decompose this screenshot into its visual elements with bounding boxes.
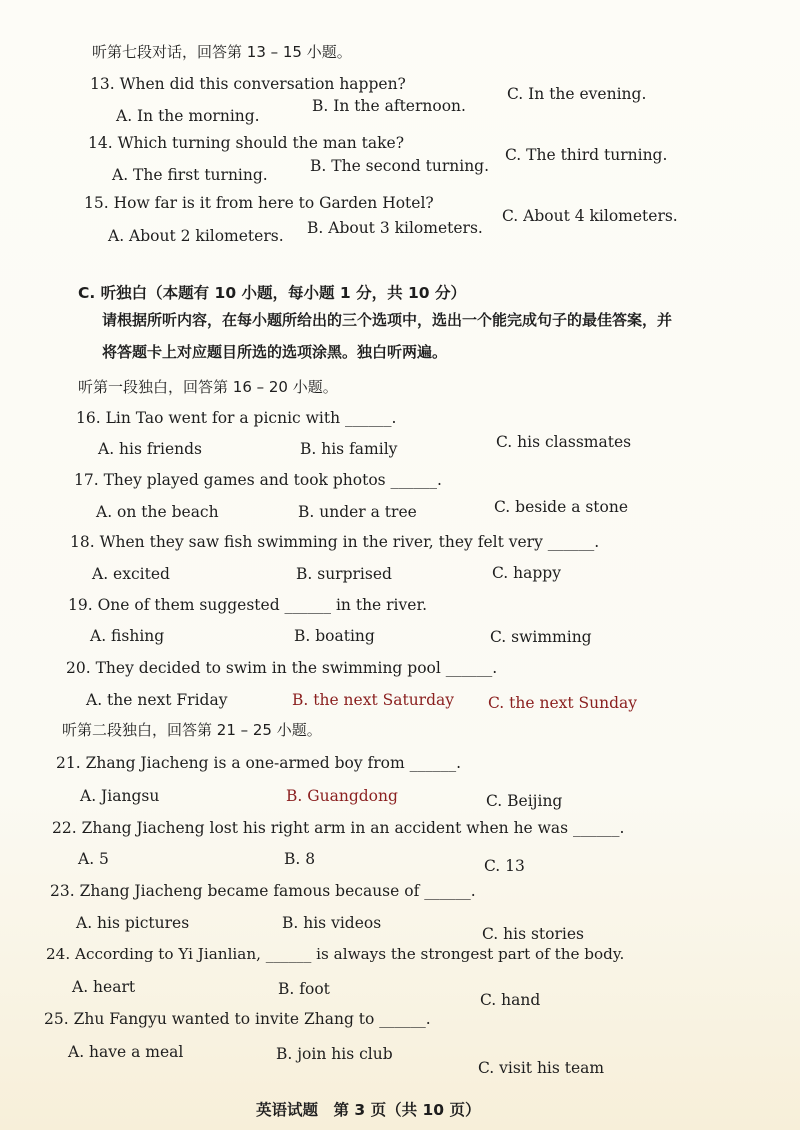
q14-option-c: C. The third turning. xyxy=(505,146,668,164)
q14-option-b: B. The second turning. xyxy=(310,157,490,175)
question-number: 13. xyxy=(90,75,115,93)
question-number: 16. xyxy=(76,409,101,427)
q14-option-a: A. The first turning. xyxy=(112,166,268,184)
question-stem: Zhang Jiacheng is a one-armed boy from ______. xyxy=(85,754,462,772)
question-17 xyxy=(74,470,442,490)
question-number: 14. xyxy=(88,134,113,152)
question-stem: They played games and took photos ______. xyxy=(103,471,442,489)
question-stem: Lin Tao went for a picnic with ______. xyxy=(105,409,397,427)
question-stem: When they saw fish swimming in the river, they felt very ______. xyxy=(99,533,600,551)
q17-option-c: C. beside a stone xyxy=(494,498,629,516)
question-stem: According to Yi Jianlian, ______ is always the strongest part of the body. xyxy=(74,945,625,963)
q15-option-a: A. About 2 kilometers. xyxy=(108,227,284,245)
question-stem: Zhu Fangyu wanted to invite Zhang to ______. xyxy=(73,1010,431,1028)
q25-option-a: A. have a meal xyxy=(68,1043,184,1061)
q23-option-b: B. his videos xyxy=(282,914,382,932)
q22-option-a: A. 5 xyxy=(78,850,109,868)
question-24 xyxy=(46,944,624,964)
q21-option-b: B. Guangdong xyxy=(286,787,398,805)
section-c-instruction-1: 请根据所听内容，在每小题所给出的三个选项中，选出一个能完成句子的最佳答案，并 xyxy=(102,311,673,329)
question-stem: How far is it from here to Garden Hotel? xyxy=(113,194,434,212)
question-number: 23. xyxy=(50,882,75,900)
q15-option-b: B. About 3 kilometers. xyxy=(307,219,483,237)
question-number: 21. xyxy=(56,754,81,772)
question-19 xyxy=(68,595,427,615)
question-stem: Zhang Jiacheng lost his right arm in an accident when he was ______. xyxy=(81,819,625,837)
q16-option-a: A. his friends xyxy=(98,440,203,458)
q24-option-c: C. hand xyxy=(480,991,541,1009)
question-number: 17. xyxy=(74,471,99,489)
section-c-instruction-2: 将答题卡上对应题目所选的选项涂黑。独白听两遍。 xyxy=(102,343,448,361)
page-footer: 英语试题 第 3 页（共 10 页） xyxy=(256,1101,481,1119)
question-number: 22. xyxy=(52,819,77,837)
q22-option-c: C. 13 xyxy=(484,857,525,875)
q16-option-c: C. his classmates xyxy=(496,433,632,451)
question-stem: When did this conversation happen? xyxy=(119,75,406,93)
q18-option-b: B. surprised xyxy=(296,565,392,583)
question-25 xyxy=(44,1009,431,1029)
q18-option-a: A. excited xyxy=(92,565,170,583)
q25-option-b: B. join his club xyxy=(276,1045,393,1063)
q18-option-c: C. happy xyxy=(492,564,561,582)
q25-option-c: C. visit his team xyxy=(478,1059,605,1077)
question-stem: Which turning should the man take? xyxy=(117,134,405,152)
q13-option-a: A. In the morning. xyxy=(116,107,260,125)
question-14 xyxy=(88,133,404,153)
q20-option-c: C. the next Sunday xyxy=(488,694,638,712)
q24-option-b: B. foot xyxy=(278,980,330,998)
q21-option-a: A. Jiangsu xyxy=(80,787,160,805)
question-23 xyxy=(50,881,476,901)
question-stem: One of them suggested ______ in the river. xyxy=(97,596,428,614)
q17-option-a: A. on the beach xyxy=(96,503,219,521)
question-number: 18. xyxy=(70,533,95,551)
question-number: 15. xyxy=(84,194,109,212)
dialogue7-header: 听第七段对话，回答第 13 – 15 小题。 xyxy=(92,43,352,61)
question-22 xyxy=(52,818,624,838)
monologue1-header: 听第一段独白，回答第 16 – 20 小题。 xyxy=(78,378,338,396)
q19-option-c: C. swimming xyxy=(490,628,592,646)
q22-option-b: B. 8 xyxy=(284,850,316,868)
monologue2-header: 听第二段独白，回答第 21 – 25 小题。 xyxy=(62,721,322,739)
q20-option-b: B. the next Saturday xyxy=(292,691,455,709)
q13-option-b: B. In the afternoon. xyxy=(312,97,466,115)
q19-option-a: A. fishing xyxy=(90,627,165,645)
q23-option-a: A. his pictures xyxy=(76,914,190,932)
q15-option-c: C. About 4 kilometers. xyxy=(502,207,678,225)
question-number: 19. xyxy=(68,596,93,614)
q16-option-b: B. his family xyxy=(300,440,398,458)
q21-option-c: C. Beijing xyxy=(486,792,563,810)
question-21 xyxy=(56,753,461,773)
question-15 xyxy=(84,193,434,213)
q20-option-a: A. the next Friday xyxy=(86,691,228,709)
q23-option-c: C. his stories xyxy=(482,925,584,943)
question-18 xyxy=(70,532,599,552)
q19-option-b: B. boating xyxy=(294,627,375,645)
question-stem: Zhang Jiacheng became famous because of ______. xyxy=(79,882,476,900)
question-number: 24. xyxy=(46,945,71,963)
q13-option-c: C. In the evening. xyxy=(507,85,647,103)
question-13 xyxy=(90,74,406,94)
q24-option-a: A. heart xyxy=(72,978,136,996)
question-number: 25. xyxy=(44,1010,69,1028)
question-16 xyxy=(76,408,396,428)
question-stem: They decided to swim in the swimming pool ______. xyxy=(95,659,498,677)
question-20 xyxy=(66,658,497,678)
q17-option-b: B. under a tree xyxy=(298,503,417,521)
section-c-title: C. 听独白（本题有 10 小题，每小题 1 分，共 10 分） xyxy=(78,284,466,302)
question-number: 20. xyxy=(66,659,91,677)
